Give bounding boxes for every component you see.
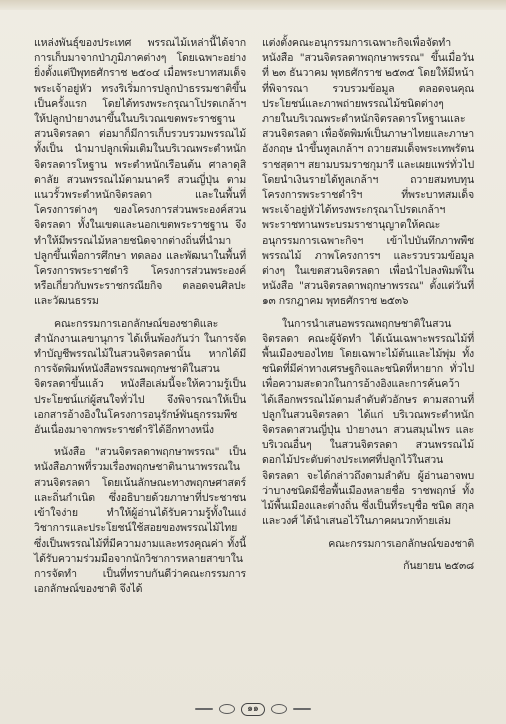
right-paragraph-1: แต่งตั้งคณะอนุกรรมการเฉพาะกิจเพื่อจัดทำหนังสือ "สวนจิตรลดาพฤกษาพรรณ" ขึ้นเมื่อวันที่ ๒๓ ธันวาคม พุทธศักราช ๒๕๓๕ โดยให้มีหน้าที่พิจารณา รวบรวมข้อมูล ตลอดจนคุณประโยชน์และภาพถ่ายพรรณไม้ชนิดต่างๆ ภายในบริเวณพระตำหนักจิตรลดารโหฐานและสวนจิตรลดา เพื่อจัดพิมพ์เป็นภาษาไทยและภาษาอังกฤษ นำขึ้นทูลเกล้าฯ ถวายสมเด็จพระเทพรัตนราชสุดาฯ สยามบรมราชกุมารี และเผยแพร่ทั่วไป โดยนำเงินรายได้ทูลเกล้าฯ ถวายสมทบทุนโครงการพระราชดำริฯ ที่พระบาทสมเด็จพระเจ้าอยู่หัวได้ทรงพระกรุณาโปรดเกล้าฯ พระราชทานพระบรมราชานุญาตให้คณะอนุกรรมการเฉพาะกิจฯ เข้าไปบันทึกภาพพืชพรรณไม้ ภาพโครงการฯ และรวบรวมข้อมูลต่างๆ ในเขตสวนจิตรลดา เพื่อนำไปลงพิมพ์ในหนังสือ "สวนจิตรลดาพฤกษาพรรณ" ตั้งแต่วันที่ ๑๓ กรกฎาคม พุทธศักราช ๒๕๓๖ [262,37,475,308]
ornament-line-right [293,708,311,710]
top-edge [0,0,506,10]
left-column [34,36,246,604]
left-paragraph-3: หนังสือ "สวนจิตรลดาพฤกษาพรรณ" เป็นหนังสือภาพที่รวมเรื่องพฤกษชาตินานาพรรณในสวนจิตรลดา โดยเน้นลักษณะทางพฤกษศาสตร์และถิ่นกำเนิด ซึ่งอธิบายด้วยภาษาที่ประชาชนเข้าใจง่าย ทำให้ผู้อ่านได้รับความรู้ทั้งในแง่วิชาการและประโยชน์ใช้สอยของพรรณไม้ไทย ซึ่งเป็นพรรณไม้ที่มีความงามและทรงคุณค่า ทั้งนี้ได้รับความร่วมมือจากนักวิชาการหลายสาขาในการจัดทำ เป็นที่ทราบกันดีว่าคณะกรรมการเอกลักษณ์ของชาติ จึงได้ [34,446,246,596]
left-paragraph-2: คณะกรรมการเอกลักษณ์ของชาติและสำนักงานเลขานุการ ได้เห็นพ้องกันว่า ในการจัดทำบัญชีพรรณไม้ในสวนจิตรลดานั้น หากได้มีการจัดพิมพ์หนังสือพรรณพฤกษชาติในสวนจิตรลดาขึ้นแล้ว หนังสือเล่มนี้จะให้ความรู้เป็นประโยชน์แก่ผู้สนใจทั่วไป จึงพิจารณาให้เป็นเอกสารอ้างอิงในโครงการอนุรักษ์พันธุกรรมพืชอันเนื่องมาจากพระราชดำริได้อีกทางหนึ่ง [34,317,246,437]
ornament-swirl-right [271,704,287,714]
right-column [262,36,474,581]
page-number: ๑๑ [241,703,264,716]
ornament-swirl-left [219,704,235,714]
signature-date: กันยายน ๒๕๓๘ [403,559,474,572]
footer-ornament [0,700,506,718]
left-paragraph-1: แหล่งพันธุ์ของประเทศ พรรณไม้เหล่านี้ได้จากการเก็บมาจากป่าภูมิภาคต่างๆ โดยเฉพาะอย่างยิ่งตั้งแต่ปีพุทธศักราช ๒๕๐๔ เมื่อพระบาทสมเด็จพระเจ้าอยู่หัว ทรงริเริ่มการปลูกป่าธรรมชาติขึ้นเป็นครั้งแรก โดยได้ทรงพระกรุณาโปรดเกล้าฯ ให้ปลูกป่ายางนาขึ้นในบริเวณเขตพระราชฐาน สวนจิตรลดา ต่อมาก็มีการเก็บรวบรวมพรรณไม้ทั้งเป็น นำมาปลูกเพิ่มเติมในบริเวณพระตำหนักจิตรลดารโหฐาน พระตำหนักเรือนต้น ศาลาดุสิดาลัย สวนพรรณไม้ตามนาครี สวนญี่ปุ่น ตามแนวรั้วพระตำหนักจิตรลดา และในพื้นที่โครงการต่างๆ ของโครงการส่วนพระองค์สวนจิตรลดา ทั้งในเขตและนอกเขตพระราชฐาน จึงทำให้มีพรรณไม้หลายชนิดจากต่างถิ่นที่นำมาปลูกขึ้นเพื่อการศึกษา ทดลอง และพัฒนาในพื้นที่โครงการพระราชดำริ โครงการส่วนพระองค์ หรือเกี่ยวกับพระราชกรณียกิจ ตลอดจนศิลปะและวัฒนธรรม [34,37,246,308]
signature-org: คณะกรรมการเอกลักษณ์ของชาติ [328,537,474,550]
ornament-line-left [195,708,213,710]
right-paragraph-2: ในการนำเสนอพรรณพฤกษชาติในสวนจิตรลดา คณะผู้จัดทำ ได้เน้นเฉพาะพรรณไม้ที่พื้นเมืองของไทย โดยเฉพาะไม้ต้นและไม้พุ่ม ทั้งชนิดที่มีค่าทางเศรษฐกิจและชนิดที่หายาก ทั่วไป เพื่อความสะดวกในการอ้างอิงและการค้นคว้า ได้เลือกพรรณไม้ตามลำดับตัวอักษร ตามสถานที่ปลูกในสวนจิตรลดา ได้แก่ บริเวณพระตำหนักจิตรลดาสวนญี่ปุ่น ป่ายางนา สวนสมุนไพร และบริเวณอื่นๆ ในสวนจิตรลดา สวนพรรณไม้ดอกไม้ประดับต่างประเทศที่ปลูกไว้ในสวนจิตรลดา จะได้กล่าวถึงตามลำดับ ผู้อ่านอาจพบว่าบางชนิดมีชื่อพื้นเมืองหลายชื่อ ราชพฤกษ์ ทั้งไม้พื้นเมืองและต่างถิ่น ซึ่งเป็นที่ระบุชื่อ ชนิด สกุล และวงศ์ ได้นำเสนอไว้ในภาคผนวกท้ายเล่ม [262,317,474,528]
